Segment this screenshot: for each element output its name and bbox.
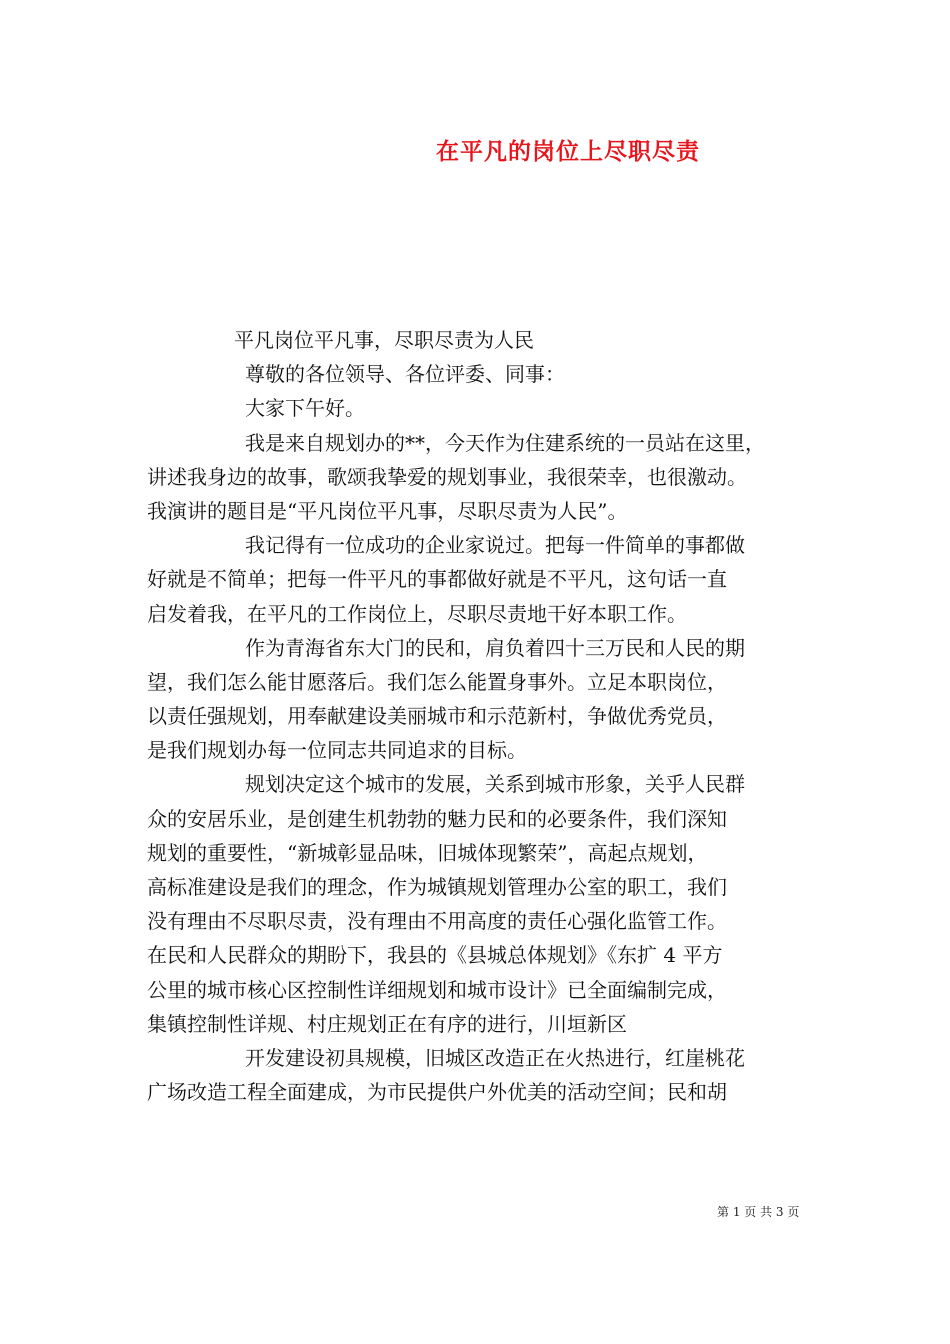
paragraph-line: 启发着我，在平凡的工作岗位上，尽职尽责地干好本职工作。 (147, 601, 687, 626)
paragraph-line: 开发建设初具规模，旧城区改造正在火热进行，红崖桃花 (245, 1045, 745, 1070)
paragraph-line: 规划决定这个城市的发展，关系到城市形象，关乎人民群 (245, 772, 745, 797)
paragraph-line: 高标准建设是我们的理念，作为城镇规划管理办公室的职工，我们 (147, 875, 727, 899)
paragraph-line: 以责任强规划，用奉献建设美丽城市和示范新村，争做优秀党员， (147, 704, 727, 729)
page-number: 第 1 页 共 3 页 (717, 1205, 800, 1219)
paragraph-line: 广场改造工程全面建成，为市民提供户外优美的活动空间；民和胡 (147, 1080, 727, 1105)
paragraph-line: 作为青海省东大门的民和，肩负着四十三万民和人民的期 (245, 635, 745, 660)
document-title: 在平凡的岗位上尽职尽责 (436, 138, 700, 165)
paragraph-line: 没有理由不尽职尽责，没有理由不用高度的责任心强化监管工作。 (147, 909, 727, 934)
paragraph-line: 在民和人民群众的期盼下，我县的《县城总体规划》《东扩 4 平方 (147, 943, 723, 968)
paragraph-line: 是我们规划办每一位同志共同追求的目标。 (147, 738, 527, 763)
paragraph-line: 规划的重要性，“新城彰显品味，旧城体现繁荣”，高起点规划， (147, 840, 708, 865)
paragraph-line: 众的安居乐业，是创建生机勃勃的魅力民和的必要条件，我们深知 (147, 806, 727, 831)
paragraph-line: 讲述我身边的故事，歌颂我挚爱的规划事业，我很荣幸，也很激动。 (147, 464, 747, 489)
paragraph-line: 平凡岗位平凡事，尽职尽责为人民 (234, 328, 534, 352)
paragraph-line: 集镇控制性详规、村庄规划正在有序的进行，川垣新区 (147, 1011, 627, 1036)
paragraph-line: 大家下午好。 (245, 396, 365, 421)
paragraph-line: 尊敬的各位领导、各位评委、同事： (245, 362, 565, 387)
paragraph-line: 我记得有一位成功的企业家说过。把每一件简单的事都做 (245, 533, 745, 558)
paragraph-line: 好就是不简单；把每一件平凡的事都做好就是不平凡，这句话一直 (147, 567, 727, 592)
paragraph-line: 我演讲的题目是“平凡岗位平凡事，尽职尽责为人民”。 (147, 498, 628, 523)
paragraph-line: 我是来自规划办的**，今天作为住建系统的一员站在这里， (245, 430, 765, 455)
paragraph-line: 公里的城市核心区控制性详细规划和城市设计》已全面编制完成， (147, 977, 727, 1002)
document-body (147, 323, 812, 1109)
paragraph-line: 望，我们怎么能甘愿落后。我们怎么能置身事外。立足本职岗位， (147, 669, 727, 694)
